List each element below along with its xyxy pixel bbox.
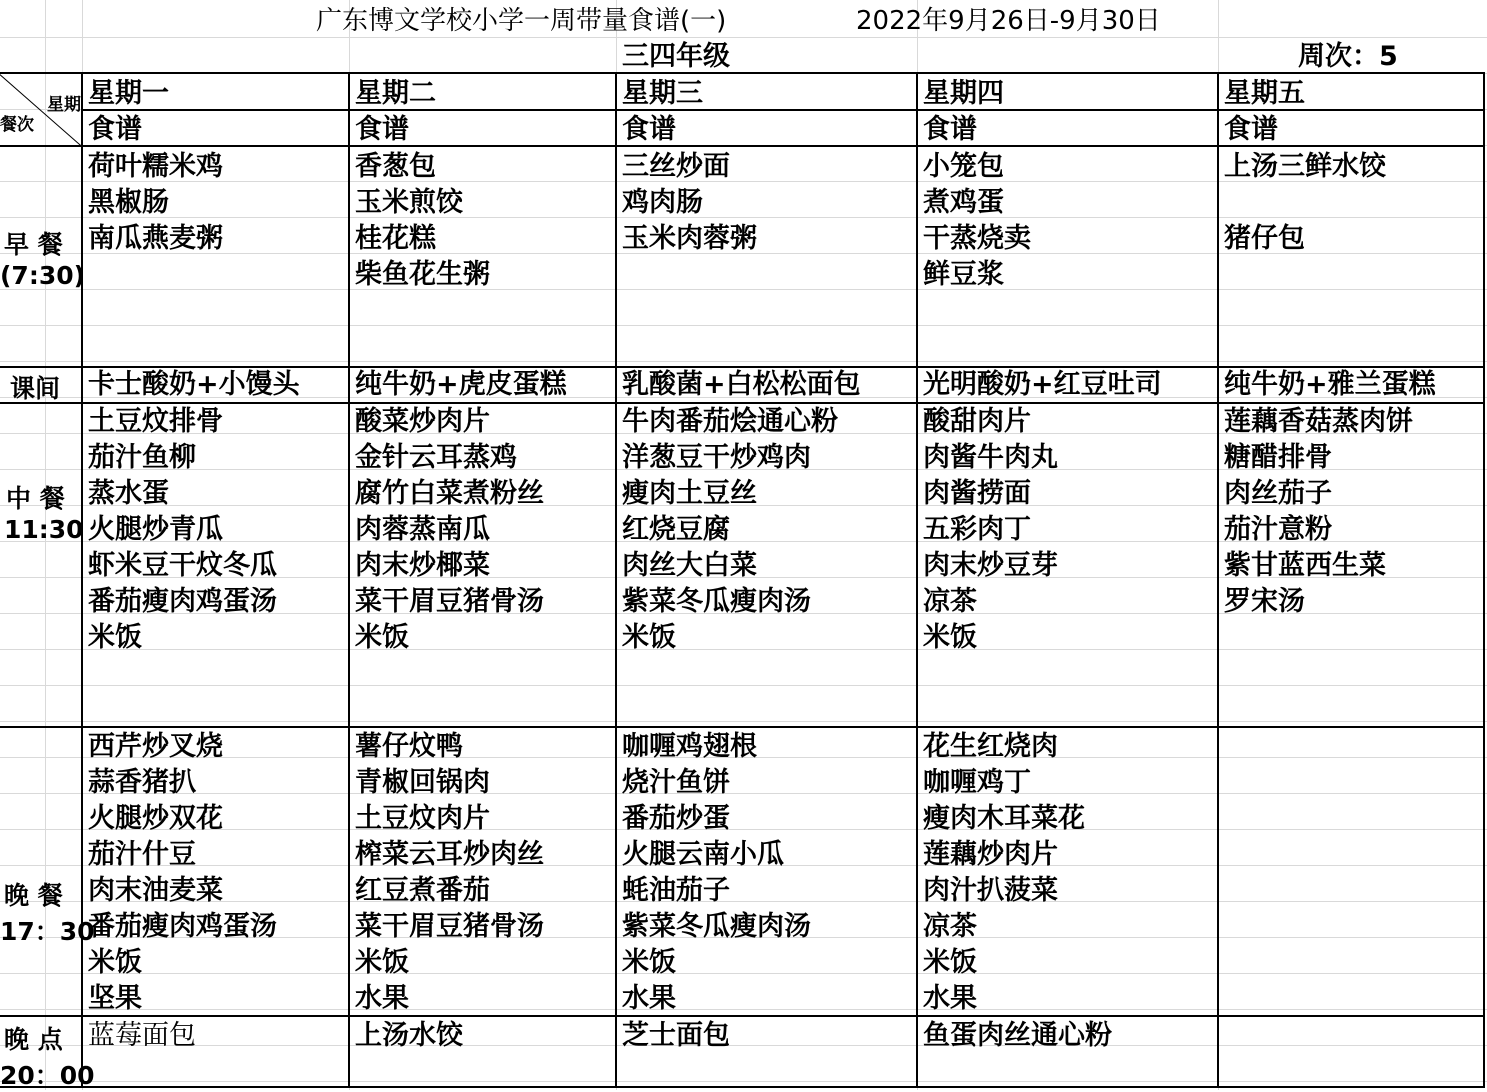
dinner-item: 咖喱鸡翅根 <box>622 731 757 762</box>
breakfast-item: 桂花糕 <box>355 223 436 254</box>
snack-item: 卡士酸奶+小馒头 <box>88 369 300 400</box>
dinner-item: 烧汁鱼饼 <box>622 767 730 798</box>
snack-label: 课间 <box>10 374 61 403</box>
lunch-item: 肉丝茄子 <box>1224 478 1332 509</box>
snack-item: 纯牛奶+虎皮蛋糕 <box>355 369 567 400</box>
lunch-item: 肉末炒椰菜 <box>355 550 490 581</box>
lunch-item: 腐竹白菜煮粉丝 <box>355 478 544 509</box>
lunch-item: 牛肉番茄烩通心粉 <box>622 406 838 437</box>
date-range: 2022年9月26日-9月30日 <box>856 6 1161 36</box>
breakfast-item: 三丝炒面 <box>622 151 730 182</box>
border-h <box>0 1015 1485 1017</box>
snack-item: 乳酸菌+白松松面包 <box>622 369 861 400</box>
dinner-item: 土豆炆肉片 <box>355 803 490 834</box>
dinner-item: 榨菜云耳炒肉丝 <box>355 839 544 870</box>
dinner-item: 番茄瘦肉鸡蛋汤 <box>88 911 277 942</box>
day-header: 星期三 <box>622 78 703 109</box>
lunch-item: 虾米豆干炆冬瓜 <box>88 550 277 581</box>
dinner-item: 米饭 <box>355 947 409 978</box>
border-h <box>0 1086 1485 1088</box>
dinner-item: 瘦肉木耳菜花 <box>923 803 1085 834</box>
night-snack-item: 芝士面包 <box>622 1020 730 1051</box>
breakfast-item: 荷叶糯米鸡 <box>88 151 223 182</box>
gridline-row <box>0 1081 1487 1082</box>
dinner-item: 坚果 <box>88 983 142 1014</box>
border-v <box>1217 72 1219 1088</box>
lunch-item: 莲藕香菇蒸肉饼 <box>1224 406 1413 437</box>
gridline-row <box>0 325 1487 326</box>
lunch-item: 茄汁意粉 <box>1224 514 1332 545</box>
night-snack-item: 蓝莓面包 <box>88 1020 196 1051</box>
lunch-item: 肉酱捞面 <box>923 478 1031 509</box>
lunch-item: 金针云耳蒸鸡 <box>355 442 517 473</box>
lunch-item: 酸甜肉片 <box>923 406 1031 437</box>
lunch-label: 中 餐 <box>6 484 65 513</box>
border-v <box>916 72 918 1088</box>
lunch-item: 肉蓉蒸南瓜 <box>355 514 490 545</box>
dinner-item: 火腿炒双花 <box>88 803 223 834</box>
lunch-item: 紫甘蓝西生菜 <box>1224 550 1386 581</box>
dinner-item: 西芹炒叉烧 <box>88 731 223 762</box>
gridline-row <box>0 289 1487 290</box>
lunch-item: 米饭 <box>622 622 676 653</box>
dinner-time: 17：30 <box>0 917 95 946</box>
recipe-label: 食谱 <box>622 114 676 145</box>
dinner-item: 肉末油麦菜 <box>88 875 223 906</box>
grade-label: 三四年级 <box>622 41 730 72</box>
lunch-item: 洋葱豆干炒鸡肉 <box>622 442 811 473</box>
breakfast-time: (7:30) <box>0 261 86 290</box>
breakfast-item: 猪仔包 <box>1224 223 1305 254</box>
lunch-item: 肉末炒豆芽 <box>923 550 1058 581</box>
gridline-row <box>0 1009 1487 1010</box>
breakfast-item: 玉米煎饺 <box>355 187 463 218</box>
dinner-item: 青椒回锅肉 <box>355 767 490 798</box>
breakfast-item: 小笼包 <box>923 151 1004 182</box>
night-time: 20：00 <box>0 1061 95 1090</box>
dinner-item: 水果 <box>923 983 977 1014</box>
gridline-row <box>0 685 1487 686</box>
dinner-item: 米饭 <box>88 947 142 978</box>
breakfast-item: 玉米肉蓉粥 <box>622 223 757 254</box>
gridline-row <box>0 361 1487 362</box>
lunch-item: 茄汁鱼柳 <box>88 442 196 473</box>
dinner-item: 咖喱鸡丁 <box>923 767 1031 798</box>
gridline-row <box>0 217 1487 218</box>
dinner-item: 红豆煮番茄 <box>355 875 490 906</box>
dinner-item: 茄汁什豆 <box>88 839 196 870</box>
corner-meal-label: 餐次 <box>0 115 34 135</box>
dinner-item: 菜干眉豆猪骨汤 <box>355 911 544 942</box>
sheet-title: 广东博文学校小学一周带量食谱(一) <box>316 6 727 36</box>
border-v <box>1483 72 1485 1088</box>
breakfast-item: 黑椒肠 <box>88 187 169 218</box>
dinner-item: 米饭 <box>622 947 676 978</box>
night-snack-item: 鱼蛋肉丝通心粉 <box>923 1020 1112 1051</box>
lunch-item: 糖醋排骨 <box>1224 442 1332 473</box>
dinner-item: 米饭 <box>923 947 977 978</box>
lunch-item: 番茄瘦肉鸡蛋汤 <box>88 586 277 617</box>
dinner-item: 水果 <box>355 983 409 1014</box>
lunch-item: 红烧豆腐 <box>622 514 730 545</box>
gridline-row <box>0 37 1487 38</box>
day-header: 星期四 <box>923 78 1004 109</box>
dinner-item: 花生红烧肉 <box>923 731 1058 762</box>
recipe-label: 食谱 <box>1224 114 1278 145</box>
lunch-item: 肉丝大白菜 <box>622 550 757 581</box>
breakfast-item: 香葱包 <box>355 151 436 182</box>
lunch-item: 肉酱牛肉丸 <box>923 442 1058 473</box>
breakfast-item: 上汤三鲜水饺 <box>1224 151 1386 182</box>
recipe-label: 食谱 <box>355 114 409 145</box>
snack-item: 光明酸奶+红豆吐司 <box>923 369 1162 400</box>
day-header: 星期五 <box>1224 78 1305 109</box>
dinner-item: 薯仔炆鸭 <box>355 731 463 762</box>
dinner-label: 晚 餐 <box>4 881 63 910</box>
day-header: 星期一 <box>88 78 169 109</box>
lunch-item: 火腿炒青瓜 <box>88 514 223 545</box>
border-h <box>0 72 1485 74</box>
breakfast-item: 柴鱼花生粥 <box>355 259 490 290</box>
lunch-item: 米饭 <box>355 622 409 653</box>
breakfast-label: 早 餐 <box>4 230 63 259</box>
recipe-label: 食谱 <box>923 114 977 145</box>
breakfast-item: 鸡肉肠 <box>622 187 703 218</box>
corner-day-label: 星期 <box>47 95 81 115</box>
gridline-row <box>0 793 1487 794</box>
gridline-row <box>0 973 1487 974</box>
lunch-item: 五彩肉丁 <box>923 514 1031 545</box>
gridline-row <box>0 1045 1487 1046</box>
gridline-row <box>0 901 1487 902</box>
dinner-item: 番茄炒蛋 <box>622 803 730 834</box>
border-h <box>0 726 1485 728</box>
breakfast-item: 鲜豆浆 <box>923 259 1004 290</box>
day-header: 星期二 <box>355 78 436 109</box>
gridline-row <box>0 721 1487 722</box>
night-snack-item: 上汤水饺 <box>355 1020 463 1051</box>
dinner-item: 火腿云南小瓜 <box>622 839 784 870</box>
dinner-item: 水果 <box>622 983 676 1014</box>
week-label: 周次：5 <box>1298 41 1398 72</box>
recipe-label: 食谱 <box>88 114 142 145</box>
lunch-item: 菜干眉豆猪骨汤 <box>355 586 544 617</box>
lunch-item: 凉茶 <box>923 586 977 617</box>
lunch-item: 土豆炆排骨 <box>88 406 223 437</box>
night-label: 晚 点 <box>4 1025 63 1054</box>
lunch-item: 瘦肉土豆丝 <box>622 478 757 509</box>
gridline-row <box>0 649 1487 650</box>
dinner-item: 莲藕炒肉片 <box>923 839 1058 870</box>
border-v <box>615 72 617 1088</box>
lunch-item: 罗宋汤 <box>1224 586 1305 617</box>
dinner-item: 肉汁扒菠菜 <box>923 875 1058 906</box>
lunch-item: 酸菜炒肉片 <box>355 406 490 437</box>
breakfast-item: 南瓜燕麦粥 <box>88 223 223 254</box>
lunch-item: 米饭 <box>88 622 142 653</box>
lunch-item: 紫菜冬瓜瘦肉汤 <box>622 586 811 617</box>
dinner-item: 蚝油茄子 <box>622 875 730 906</box>
border-v <box>348 72 350 1088</box>
gridline-row <box>0 829 1487 830</box>
snack-item: 纯牛奶+雅兰蛋糕 <box>1224 369 1436 400</box>
breakfast-item: 煮鸡蛋 <box>923 187 1004 218</box>
dinner-item: 蒜香猪扒 <box>88 767 196 798</box>
dinner-item: 紫菜冬瓜瘦肉汤 <box>622 911 811 942</box>
lunch-item: 蒸水蛋 <box>88 478 169 509</box>
dinner-item: 凉茶 <box>923 911 977 942</box>
breakfast-item: 干蒸烧卖 <box>923 223 1031 254</box>
lunch-time: 11:30 <box>4 515 84 544</box>
lunch-item: 米饭 <box>923 622 977 653</box>
